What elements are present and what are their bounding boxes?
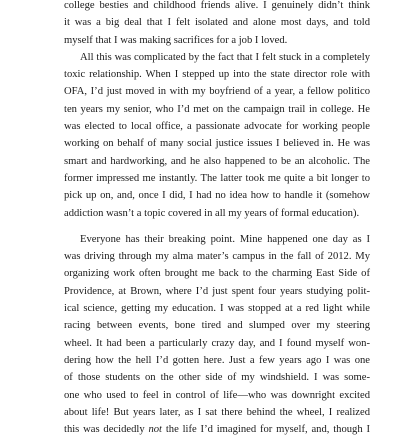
text-segment: this was decidedly xyxy=(64,424,149,436)
text-line: addiction wasn’t a topic covered in all my years of formal education). xyxy=(64,207,360,219)
text-line: wheel. It had been a particularly crazy day, and I found myself won- xyxy=(64,337,370,349)
text-line: pick up on, and, once I did, I had no idea how to handle it (somehow xyxy=(64,190,370,202)
paragraph-gap xyxy=(64,222,370,231)
text-line: OFA, I’d just moved in with my boyfriend of a year, a fellow politico xyxy=(64,86,370,98)
text-line: organizing work often brought me back to the charming East Side of xyxy=(64,268,370,280)
text-line: was driving through my alma mater’s campus in the fall of 2012. My xyxy=(64,251,370,263)
text-line: was elected to local office, a passionate advocate for working people xyxy=(64,121,370,133)
text-line: smart and hardworking, and he also happened to be an alcoholic. The xyxy=(64,155,370,167)
body-text xyxy=(64,0,370,438)
text-line: ten years my senior, who I’d met on the campaign trail in college. He xyxy=(64,103,370,115)
text-line: former impressed me instantly. The latter took me quite a bit longer to xyxy=(64,172,370,184)
text-line: dering how the hell I’d gotten here. Just a few years ago I was one xyxy=(64,354,370,366)
text-segment: the life I’d imagined for myself, and, though I xyxy=(162,424,370,436)
text-line: working on behalf of many social justice issues I believed in. He was xyxy=(64,138,370,150)
emphasized-word: not xyxy=(148,424,162,436)
text-line: racing between events, bone tired and slumped over my steering xyxy=(64,320,370,332)
text-line: one who used to feel in control of life—who was downright excited xyxy=(64,389,370,401)
text-line: college besties and childhood friends alive. I genuinely didn’t think xyxy=(64,0,370,11)
text-line: myself that I was making sacrifices for a job I loved. xyxy=(64,34,288,46)
paragraph xyxy=(64,231,370,438)
paragraph xyxy=(64,0,370,49)
text-line: of those students on the other side of my windshield. I was some- xyxy=(64,372,370,384)
text-line xyxy=(64,421,370,438)
text-line: All this was complicated by the fact that I felt stuck in a completely xyxy=(80,51,370,63)
text-line: Providence, at Brown, where I’d just spent four years studying polit- xyxy=(64,285,370,297)
text-line: toxic relationship. When I stepped up into the state director role with xyxy=(64,69,370,81)
text-line: ical science, getting my education. I was stopped at a red light while xyxy=(64,303,370,315)
paragraph xyxy=(64,49,370,222)
text-line: Everyone has their breaking point. Mine happened one day as I xyxy=(80,233,370,245)
text-line: about life! But years later, as I sat there behind the wheel, I realized xyxy=(64,406,370,418)
text-line: it was a big deal that I felt isolated and alone most days, and told xyxy=(64,17,370,29)
